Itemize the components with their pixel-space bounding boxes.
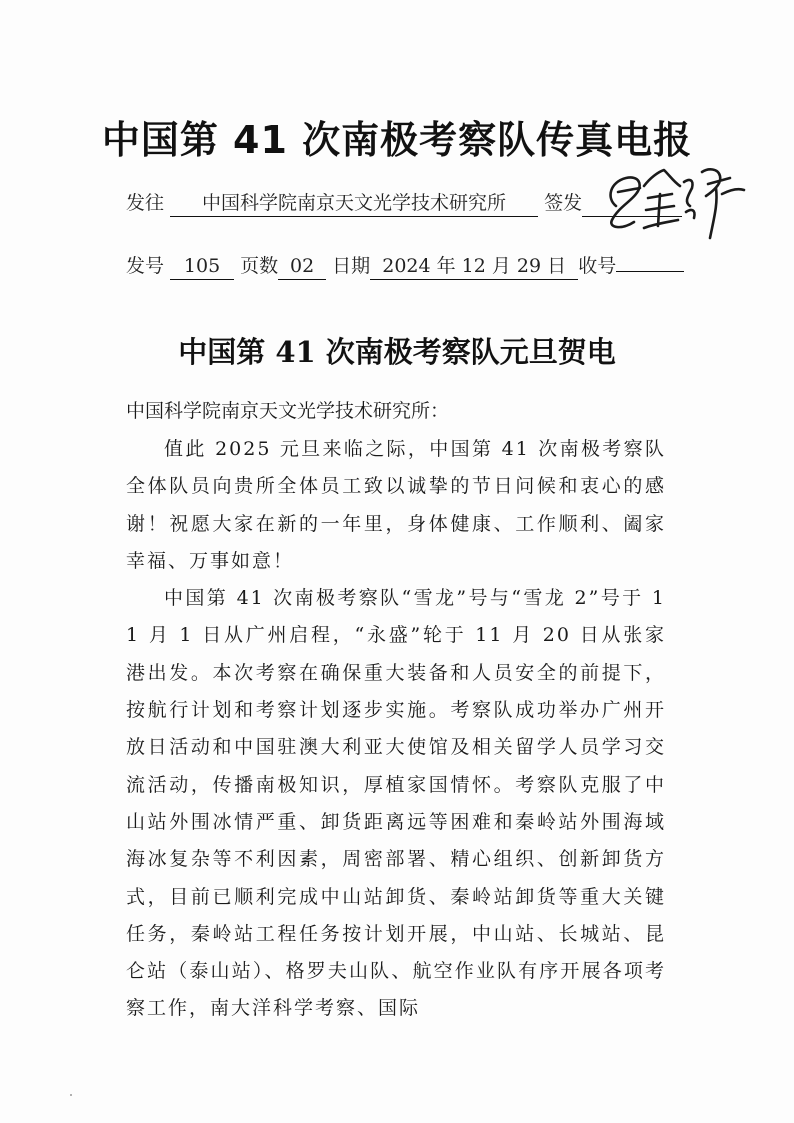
date-label: 日期 — [332, 255, 371, 277]
send-to-field: 中国科学院南京天文光学技术研究所 — [170, 190, 538, 217]
scan-speck — [70, 1094, 72, 1096]
received-field — [616, 271, 684, 272]
pages-field: 02 — [278, 253, 326, 280]
fax-header-title: 中国第 41 次南极考察队传真电报 — [101, 118, 693, 162]
greeting-title: 中国第 41 次南极考察队元旦贺电 — [178, 335, 616, 369]
date-field: 2024 年 12 月 29 日 — [370, 253, 578, 280]
received-label: 收号 — [578, 255, 617, 277]
fax-meta-row — [126, 253, 684, 280]
salutation: 中国科学院南京天文光学技术研究所： — [126, 400, 450, 422]
body-paragraph: 中国第 41 次南极考察队“雪龙”号与“雪龙 2”号于 11 月 1 日从广州启程，“永盛”轮于 11 月 20 日从张家港出发。本次考察在确保重大装备和人员安全的前提下，按航行计划和考察计划逐步实施。考察队成功举办广州开放日活动和中国驻澳大利亚大使馆及相关留学人员学习交流活动，传播南极知识，厚植家国情怀。考察队克服了中山站外围冰情严重、卸货距离远等困难和秦岭站外围海域海冰复杂等不利因素，周密部署、精心组织、创新卸货方式，目前已顺利完成中山站卸货、秦岭站卸货等重大关键任务，秦岭站工程任务按计划开展，中山站、长城站、昆仑站（泰山站）、格罗夫山队、航空作业队有序开展各项考察工作，南大洋科学考察、国际 — [126, 587, 666, 1020]
number-label: 发号 — [126, 255, 165, 277]
send-to-label: 发往 — [126, 192, 165, 214]
number-field: 105 — [170, 253, 234, 280]
handwritten-signature — [588, 148, 748, 248]
pages-label: 页数 — [240, 255, 279, 277]
letter-body — [126, 431, 666, 1028]
signer-label: 签发 — [544, 192, 583, 214]
body-paragraph: 值此 2025 元旦来临之际，中国第 41 次南极考察队全体队员向贵所全体员工致以诚挚的节日问候和衷心的感谢！祝愿大家在新的一年里，身体健康、工作顺利、阖家幸福、万事如意！ — [126, 438, 666, 572]
